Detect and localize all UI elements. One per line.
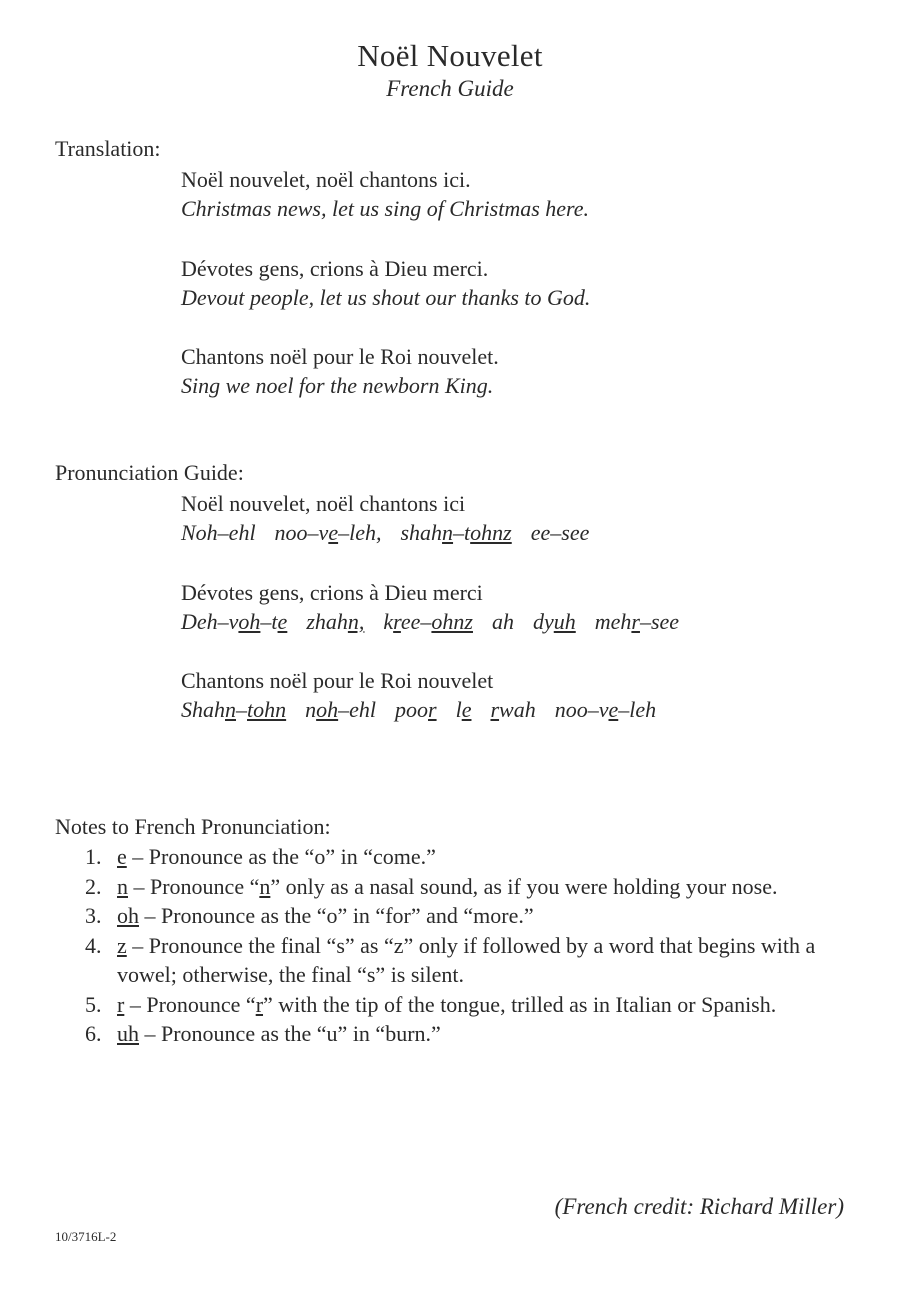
note-text: – Pronounce “ <box>124 991 256 1017</box>
page-title: Noël Nouvelet <box>357 38 543 73</box>
english-line: Devout people, let us shout our thanks to God. <box>181 285 591 310</box>
note-key-sound: z <box>117 932 127 958</box>
underlined-sound: r <box>490 697 500 722</box>
note-number: 3. <box>85 903 102 928</box>
credit-line: (French credit: Richard Miller) <box>554 1194 844 1219</box>
note-number: 6. <box>85 1021 102 1046</box>
note-key-sound: e <box>117 844 127 869</box>
phonetic-segment: ah dy <box>472 609 554 634</box>
phonetic-segment: k <box>364 609 394 634</box>
underlined-sound: n, <box>347 609 365 634</box>
phonetic-segment: Noh–ehl noo–v <box>181 520 329 545</box>
underlined-sound: n <box>442 520 454 545</box>
phonetic-segment: Deh–v <box>181 609 239 634</box>
french-line: Chantons noël pour le Roi nouvelet. <box>181 344 499 369</box>
catalog-code: 10/3716L-2 <box>55 1229 117 1244</box>
note-number: 2. <box>85 873 102 899</box>
note-inner-sound: r <box>255 991 264 1017</box>
french-line: Noël nouvelet, noël chantons ici. <box>181 167 471 192</box>
underlined-sound: ohnz <box>431 609 473 634</box>
note-text: – Pronounce as the “o” in “come.” <box>126 844 436 869</box>
note-item <box>55 842 855 872</box>
pronunciation-block-3 <box>181 666 656 724</box>
underlined-sound: r <box>631 609 640 634</box>
note-text: – Pronounce as the “o” in “for” and “more.” <box>139 903 534 928</box>
phonetic-segment: meh <box>575 609 632 634</box>
note-key-sound: oh <box>117 903 139 928</box>
pronunciation-block-1 <box>181 489 589 547</box>
translation-block-3 <box>181 342 499 400</box>
note-key-sound: r <box>117 991 125 1017</box>
phonetic-segment: –t <box>260 609 278 634</box>
phonetic-line <box>181 695 656 724</box>
underlined-sound: uh <box>553 609 576 634</box>
phonetic-segment <box>471 697 490 722</box>
phonetic-line <box>181 607 679 636</box>
note-text: – Pronounce the final “s” as “z” only if followed by a word that begins with a vowel; otherwise, the final “s” is silent. <box>117 932 816 987</box>
phonetic-segment: l <box>436 697 462 722</box>
underlined-sound: oh <box>316 697 339 722</box>
note-number: 1. <box>85 844 102 869</box>
page-subtitle: French Guide <box>386 76 514 101</box>
phonetic-segment: –leh <box>618 697 657 722</box>
note-inner-sound: n <box>259 873 271 899</box>
notes-heading: Notes to French Pronunciation: <box>55 814 331 839</box>
english-line: Sing we noel for the newborn King. <box>181 373 494 398</box>
note-item <box>55 872 855 902</box>
note-text: ” with the tip of the tongue, trilled as in Italian or Spanish. <box>263 991 777 1017</box>
underlined-sound: oh <box>238 609 261 634</box>
underlined-sound: n <box>225 697 236 722</box>
french-line: Noël nouvelet, noël chantons ici <box>181 491 466 516</box>
phonetic-segment: –ehl poo <box>338 697 429 722</box>
phonetic-segment: –t <box>453 520 471 545</box>
note-item <box>55 901 855 931</box>
note-text: – Pronounce “ <box>128 873 260 899</box>
french-line: Chantons noël pour le Roi nouvelet <box>181 668 494 693</box>
note-key-sound: uh <box>117 1021 139 1046</box>
phonetic-segment: n <box>286 697 317 722</box>
phonetic-segment: –leh, shah <box>338 520 443 545</box>
note-key-sound: n <box>117 873 128 899</box>
note-item <box>55 1019 855 1049</box>
phonetic-segment: zhah <box>287 609 348 634</box>
underlined-sound: e <box>328 520 339 545</box>
phonetic-segment: –see <box>639 609 680 634</box>
phonetic-line <box>181 518 589 547</box>
underlined-sound: tohn <box>247 697 287 722</box>
translation-block-2 <box>181 254 590 312</box>
phonetic-segment: – <box>236 697 247 722</box>
underlined-sound: r <box>428 697 437 722</box>
pronunciation-block-2 <box>181 578 679 636</box>
phonetic-segment: ee–see <box>511 520 590 545</box>
note-text: – Pronounce as the “u” in “burn.” <box>139 1021 441 1046</box>
underlined-sound: e <box>277 609 288 634</box>
note-number: 4. <box>85 932 102 958</box>
translation-heading: Translation: <box>55 136 161 161</box>
phonetic-segment: Shah <box>181 697 225 722</box>
english-line: Christmas news, let us sing of Christmas here. <box>181 196 590 221</box>
notes-list <box>55 842 855 1049</box>
translation-block-1 <box>181 165 589 223</box>
underlined-sound: e <box>608 697 619 722</box>
underlined-sound: r <box>393 609 401 634</box>
note-number: 5. <box>85 991 102 1017</box>
note-item <box>55 990 855 1020</box>
note-text: ” only as a nasal sound, as if you were holding your nose. <box>270 873 778 899</box>
note-item <box>55 931 855 990</box>
french-line: Dévotes gens, crions à Dieu merci. <box>181 256 489 281</box>
french-line: Dévotes gens, crions à Dieu merci <box>181 580 483 605</box>
pronunciation-heading: Pronunciation Guide: <box>55 460 244 485</box>
phonetic-segment: wah noo–v <box>499 697 609 722</box>
phonetic-segment: ee– <box>400 609 432 634</box>
underlined-sound: ohnz <box>470 520 512 545</box>
underlined-sound: e <box>461 697 472 722</box>
